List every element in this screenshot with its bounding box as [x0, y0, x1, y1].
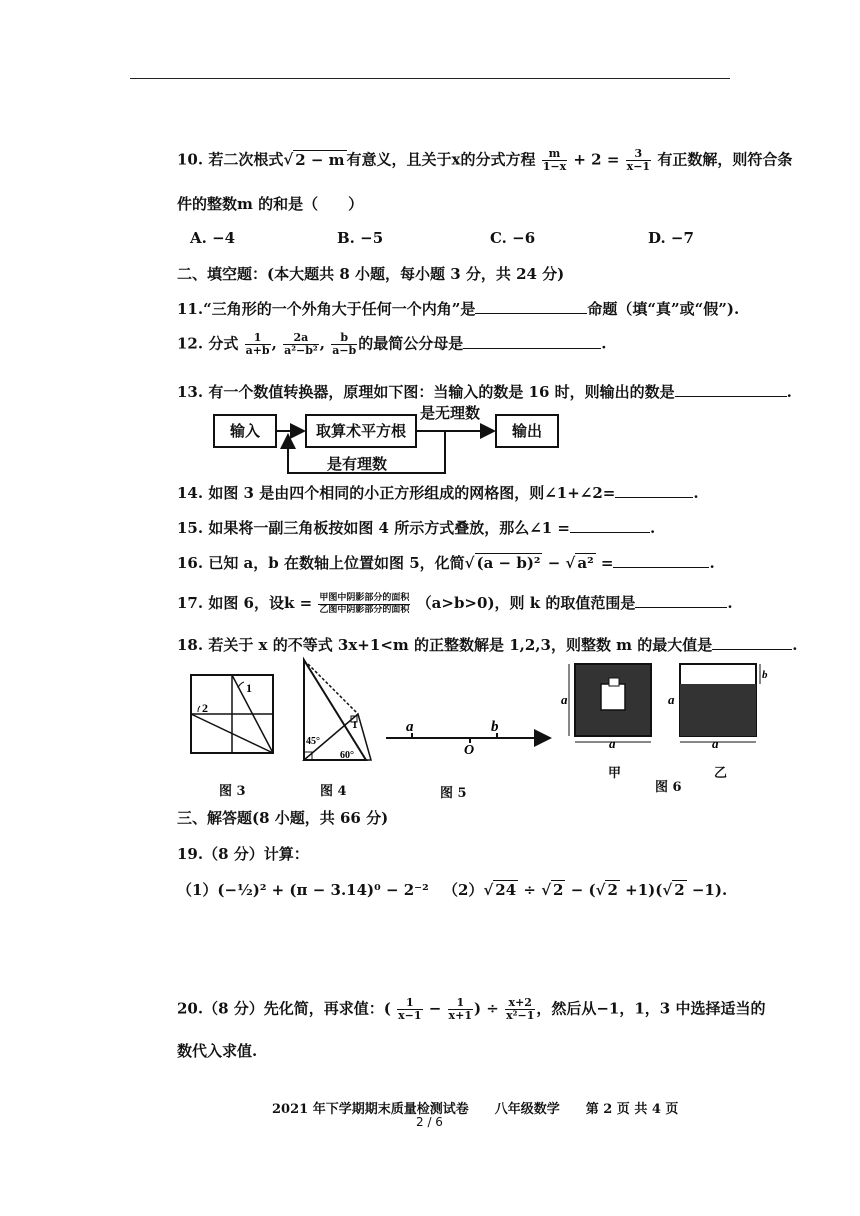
section-solve: 三、解答题(8 小题，共 66 分) — [177, 809, 389, 827]
q19-expr-1: （1）(−½)² + (π − 3.14)⁰ − 2⁻² — [177, 881, 429, 899]
fig3-angle-2: 2 — [202, 701, 208, 715]
q13: 13. 有一个数值转换器，原理如下图：当输入的数是 16 时，则输出的数是 . — [177, 383, 792, 401]
top-rule — [130, 78, 730, 79]
fig4-60: 60° — [340, 750, 354, 761]
figure-4 — [296, 656, 376, 766]
flow-output-box: 输出 — [495, 414, 559, 448]
fig6-yi-b: b — [762, 669, 768, 681]
q19-title: 19.（8 分）计算： — [177, 845, 309, 863]
q20-line1: 20.（8 分）先化简，再求值：( $\frac{1}{x-1}$ − $\frac{1}{x+1}$ ) ÷ $\frac{x+2}{\text{x²−1}}$ ，然后从−1，1，3 中选择适当的 — [177, 996, 766, 1022]
q10-option-c: C. −6 — [490, 229, 536, 247]
q11: 11.“三角形的一个外角大于任何一个内角”是 命题（填“真”或“假”). — [177, 300, 740, 318]
fig3-angle-1: 1 — [246, 681, 252, 695]
fig5-O: O — [464, 743, 475, 754]
page-indicator: 2 / 6 — [416, 1115, 443, 1129]
fig6-yi-a-bottom: a — [712, 736, 719, 750]
q10-line1: 10. 若二次根式√ 2 − m 有意义，且关于x的分式方程 $\frac{m}{1-x}$ + 2 = $\frac{3}{x-1}$ 有正数解，则符合条 — [177, 147, 793, 173]
q10-option-a: A. −4 — [190, 229, 236, 247]
q18: 18. 若关于 x 的不等式 3x+1<m 的正整数解是 1,2,3，则整数 m 的最大值是 . — [177, 636, 798, 654]
fig5-a: a — [406, 719, 414, 735]
figure-6-jia — [557, 660, 657, 750]
fig6-jia-caption: 甲 — [608, 766, 622, 781]
q15: 15. 如果将一副三角板按如图 4 所示方式叠放，那么∠1 = . — [177, 519, 656, 537]
figure-3 — [188, 670, 278, 756]
fig6-jia-a-side: a — [561, 692, 568, 707]
flow-input-box: 输入 — [213, 414, 277, 448]
flow-process-box: 取算术平方根 — [305, 414, 417, 448]
flow-rational-label: 是有理数 — [327, 455, 388, 473]
flow-irrational-label: 是无理数 — [420, 404, 481, 422]
footer-text: 2021 年下学期期末质量检测试卷 八年级数学 第 2 页 共 4 页 — [272, 1102, 679, 1117]
figure-5 — [382, 714, 554, 754]
fig5-b: b — [491, 719, 499, 735]
q10-option-b: B. −5 — [337, 229, 384, 247]
fig6-yi-caption: 乙 — [714, 766, 728, 781]
fig5-caption: 图 5 — [440, 786, 467, 801]
fig6-jia-a-bottom: a — [609, 736, 616, 750]
q20-line2: 数代入求值. — [177, 1042, 258, 1060]
fig4-angle-1: 1 — [352, 719, 358, 731]
fig4-45: 45° — [306, 736, 320, 747]
q19-expr-2: （2）√ 24 ÷ √ 2 − (√ 2 +1)(√ 2 −1). — [443, 881, 728, 899]
q17: 17. 如图 6，设k = $\frac{\text{甲图中阴影部分的面积}}{\text{乙图中阴影部分的面积}}$ （a>b>0)，则 k 的取值范围是 . — [177, 592, 733, 615]
fig4-caption: 图 4 — [320, 784, 347, 799]
q10-line2: 件的整数m 的和是（ ） — [177, 195, 364, 213]
q12: 12. 分式 $\frac{1}{a+b}$ , $\frac{2a}{\text{a²−b²}}$ , $\frac{b}{a-b}$ 的最简公分母是 . — [177, 331, 607, 357]
section-fill-in: 二、填空题：(本大题共 8 小题，每小题 3 分，共 24 分) — [177, 265, 565, 283]
figure-6-yi — [666, 660, 776, 750]
q14: 14. 如图 3 是由四个相同的小正方形组成的网格图，则∠1+∠2= . — [177, 484, 699, 502]
fig3-caption: 图 3 — [219, 784, 246, 799]
fig6-caption: 图 6 — [655, 780, 682, 795]
q16: 16. 已知 a，b 在数轴上位置如图 5，化简√ (a − b)² − √ a² = . — [177, 554, 715, 572]
fig6-yi-a-side: a — [668, 692, 675, 707]
q10-option-d: D. −7 — [648, 229, 694, 247]
